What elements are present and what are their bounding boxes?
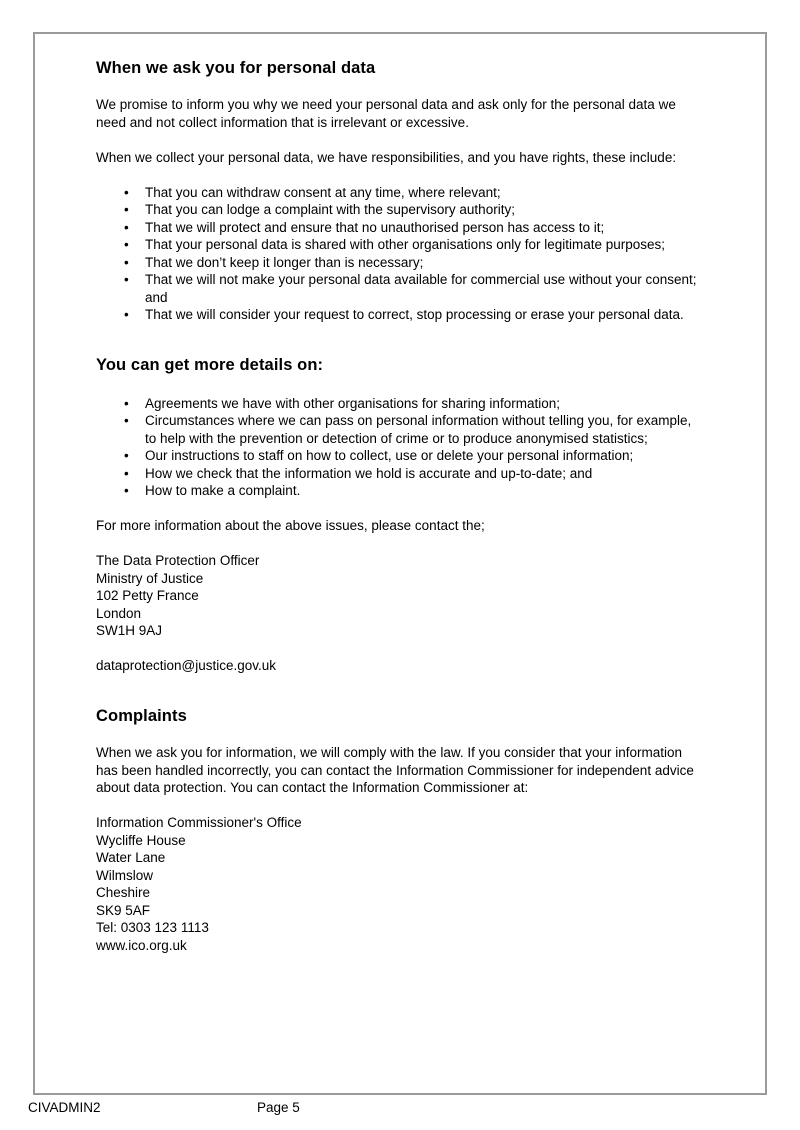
telephone-line: Tel: 0303 123 1113 bbox=[96, 920, 209, 935]
address-line: Wycliffe House bbox=[96, 832, 186, 848]
list-item: • Agreements we have with other organisations for sharing information; bbox=[96, 395, 704, 413]
page-content bbox=[35, 34, 707, 954]
paragraph-promise: We promise to inform you why we need your personal data and ask only for the personal data we need and not collect information that is irrelevant or excessive. bbox=[96, 97, 676, 130]
list-item: • Our instructions to staff on how to collect, use or delete your personal information; bbox=[96, 447, 704, 465]
list-item: • That we will not make your personal data available for commercial use without your consent; and bbox=[96, 271, 704, 306]
details-list bbox=[96, 395, 704, 500]
list-item: • That we don’t keep it longer than is necessary; bbox=[96, 254, 704, 272]
address-line: SK9 5AF bbox=[96, 902, 151, 918]
address-line: Cheshire bbox=[96, 885, 151, 900]
list-item: • That we will protect and ensure that no unauthorised person has access to it; bbox=[96, 219, 704, 237]
list-item: • That you can lodge a complaint with the supervisory authority; bbox=[96, 201, 704, 219]
address-line: Information Commissioner's Office bbox=[96, 815, 302, 830]
page-border bbox=[33, 32, 767, 1095]
list-item: • That you can withdraw consent at any time, where relevant; bbox=[96, 184, 704, 202]
footer-doc-id: CIVADMIN2 bbox=[28, 1100, 101, 1115]
footer-page-number: Page 5 bbox=[257, 1100, 300, 1115]
address-line: SW1H 9AJ bbox=[96, 623, 163, 638]
heading-complaints: Complaints bbox=[96, 706, 187, 725]
dpo-address-block bbox=[96, 552, 707, 640]
address-line: 102 Petty France bbox=[96, 588, 199, 603]
address-line: Ministry of Justice bbox=[96, 570, 204, 586]
email-address: dataprotection@justice.gov.uk bbox=[96, 658, 277, 673]
list-item: • That we will consider your request to correct, stop processing or erase your personal data. bbox=[96, 306, 704, 324]
paragraph-complaints: When we ask you for information, we will comply with the law. If you consider that your information has been handled incorrectly, you can contact the Information Commissioner for independent advice about data protection. You can contact the Information Commissioner at: bbox=[96, 745, 694, 795]
address-line: London bbox=[96, 605, 142, 621]
list-item: • How to make a complaint. bbox=[96, 482, 704, 500]
paragraph-responsibilities: When we collect your personal data, we have responsibilities, and you have rights, these include: bbox=[96, 149, 677, 165]
heading-more-details: You can get more details on: bbox=[96, 355, 324, 374]
address-line: The Data Protection Officer bbox=[96, 553, 260, 568]
address-line: Wilmslow bbox=[96, 867, 153, 883]
list-item: • Circumstances where we can pass on personal information without telling you, for example, to help with the prevention or detection of crime or to produce anonymised statistics; bbox=[96, 412, 704, 447]
heading-when-we-ask-for-personal-data: When we ask you for personal data bbox=[96, 59, 376, 77]
address-line: Water Lane bbox=[96, 850, 166, 865]
rights-list bbox=[96, 184, 704, 324]
list-item: • How we check that the information we hold is accurate and up-to-date; and bbox=[96, 465, 704, 483]
list-item: • That your personal data is shared with other organisations only for legitimate purposes; bbox=[96, 236, 704, 254]
ico-address-block bbox=[96, 814, 707, 954]
paragraph-more-information: For more information about the above issues, please contact the; bbox=[96, 518, 485, 533]
website-line: www.ico.org.uk bbox=[96, 937, 187, 953]
